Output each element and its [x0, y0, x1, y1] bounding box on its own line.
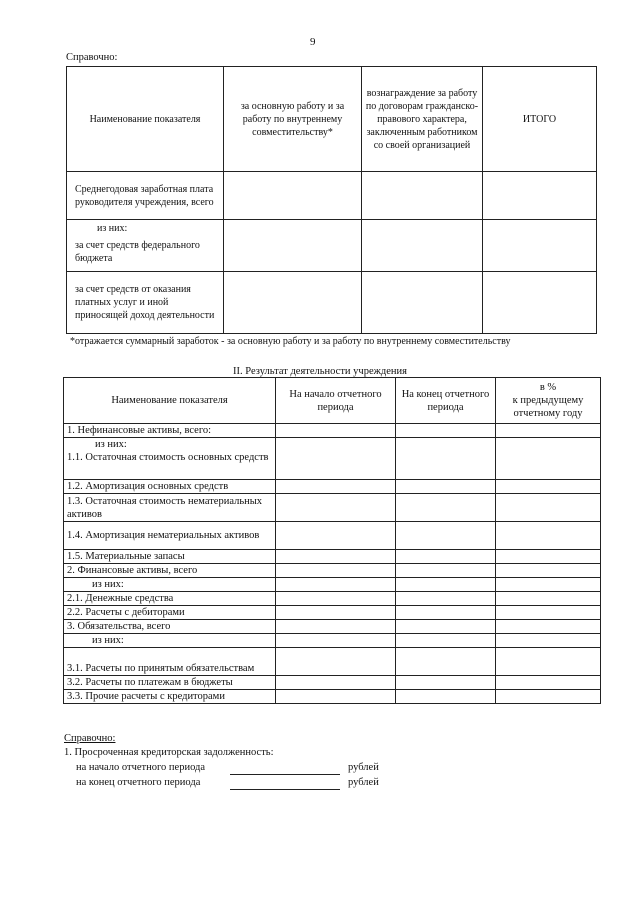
value-cell [396, 438, 496, 480]
row-label: 3.2. Расчеты по платежам в бюджеты [64, 676, 276, 690]
value-cell [276, 522, 396, 550]
value-cell [496, 620, 601, 634]
row-label [67, 220, 224, 272]
value-cell [396, 564, 496, 578]
value-cell [496, 494, 601, 522]
table-row [64, 564, 601, 578]
row-label: 3.3. Прочие расчеты с кредиторами [64, 690, 276, 704]
value-cell [224, 272, 362, 334]
value-cell [276, 606, 396, 620]
row-label: 1.4. Амортизация нематериальных активов [64, 522, 276, 550]
row-label-federal: за счет средств федерального бюджета [75, 240, 200, 264]
header-total: ИТОГО [483, 67, 597, 172]
unit-label: рублей [348, 762, 379, 773]
row-label: 2. Финансовые активы, всего [64, 564, 276, 578]
value-cell [396, 634, 496, 648]
row-sublabel: из них: [64, 634, 276, 648]
value-cell [483, 172, 597, 220]
row-label: 1.2. Амортизация основных средств [64, 480, 276, 494]
table-row [67, 220, 597, 272]
row-label: 1.3. Остаточная стоимость нематериальных активов [64, 494, 276, 522]
row-sublabel: из них: [97, 223, 128, 234]
table-row [64, 606, 601, 620]
row-label: 3. Обязательства, всего [64, 620, 276, 634]
table-row [64, 648, 601, 676]
value-cell [276, 620, 396, 634]
table-row [64, 522, 601, 550]
value-cell [396, 690, 496, 704]
row-label: 3.1. Расчеты по принятым обязательствам [64, 648, 276, 676]
value-cell [496, 676, 601, 690]
salary-table [66, 66, 597, 334]
value-cell [276, 438, 396, 480]
table-row [64, 592, 601, 606]
table-row [64, 480, 601, 494]
header-indicator-name: Наименование показателя [64, 378, 276, 424]
section-title: II. Результат деятельности учреждения [233, 366, 407, 377]
page-number: 9 [310, 36, 316, 48]
value-cell [483, 220, 597, 272]
header-civil-contracts: вознаграждение за работу по договорам гражданско-правового характера, заключенным работником со своей организацией [362, 67, 483, 172]
value-cell [224, 172, 362, 220]
value-cell [276, 480, 396, 494]
period-end-label: на конец отчетного периода [76, 777, 201, 788]
value-cell [496, 522, 601, 550]
row-label: Среднегодовая заработная плата руководителя учреждения, всего [67, 172, 224, 220]
value-cell [483, 272, 597, 334]
value-cell [396, 606, 496, 620]
value-cell [496, 550, 601, 564]
table-row [67, 272, 597, 334]
value-cell [496, 438, 601, 480]
row-sublabel: из них: [64, 578, 276, 592]
value-cell [396, 550, 496, 564]
value-cell [396, 578, 496, 592]
row-label: 2.1. Денежные средства [64, 592, 276, 606]
header-prev-year: к предыдущему отчетному году [512, 395, 584, 419]
table-row [64, 550, 601, 564]
table-row [64, 424, 601, 438]
results-table [63, 377, 601, 704]
period-end-blank[interactable] [230, 789, 340, 790]
value-cell [496, 480, 601, 494]
value-cell [496, 606, 601, 620]
period-start-blank[interactable] [230, 774, 340, 775]
value-cell [496, 564, 601, 578]
value-cell [276, 578, 396, 592]
row-label-fixed-assets: 1.1. Остаточная стоимость основных средств [67, 452, 269, 463]
row-label: за счет средств от оказания платных услуг и иной приносящей доход деятельности [67, 272, 224, 334]
row-label [64, 438, 276, 480]
table-row [64, 438, 601, 480]
value-cell [396, 620, 496, 634]
results-table-header [64, 378, 601, 424]
value-cell [396, 676, 496, 690]
row-label: 1.5. Материальные запасы [64, 550, 276, 564]
value-cell [276, 494, 396, 522]
row-sublabel: из них: [95, 439, 127, 450]
value-cell [276, 592, 396, 606]
reference-label: Справочно: [66, 52, 118, 63]
value-cell [396, 522, 496, 550]
value-cell [496, 648, 601, 676]
value-cell [496, 634, 601, 648]
salary-table-header [67, 67, 597, 172]
value-cell [496, 578, 601, 592]
table-row [64, 690, 601, 704]
table-row [64, 494, 601, 522]
header-period-end: На конец отчетного периода [396, 378, 496, 424]
value-cell [496, 592, 601, 606]
value-cell [496, 424, 601, 438]
bottom-reference-label: Справочно: [64, 733, 116, 744]
row-label: 2.2. Расчеты с дебиторами [64, 606, 276, 620]
unit-label: рублей [348, 777, 379, 788]
footnote: *отражается суммарный заработок - за основную работу и за работу по внутреннему совместительству [70, 336, 511, 347]
value-cell [362, 220, 483, 272]
value-cell [396, 648, 496, 676]
value-cell [496, 690, 601, 704]
overdue-payables-label: 1. Просроченная кредиторская задолженность: [64, 747, 274, 758]
value-cell [396, 592, 496, 606]
value-cell [276, 648, 396, 676]
value-cell [362, 272, 483, 334]
header-period-start: На начало отчетного периода [276, 378, 396, 424]
header-percent [496, 378, 601, 424]
value-cell [396, 480, 496, 494]
table-row [64, 620, 601, 634]
table-row [64, 676, 601, 690]
value-cell [396, 494, 496, 522]
value-cell [362, 172, 483, 220]
value-cell [276, 564, 396, 578]
table-row [67, 172, 597, 220]
value-cell [276, 690, 396, 704]
period-start-label: на начало отчетного периода [76, 762, 206, 773]
table-row [64, 578, 601, 592]
value-cell [396, 424, 496, 438]
header-percent-label: в % [539, 382, 557, 393]
value-cell [276, 676, 396, 690]
value-cell [224, 220, 362, 272]
value-cell [276, 634, 396, 648]
header-main-work: за основную работу и за работу по внутреннему совместительству* [224, 67, 362, 172]
table-row [64, 634, 601, 648]
row-label: 1. Нефинансовые активы, всего: [64, 424, 276, 438]
header-indicator-name: Наименование показателя [67, 67, 224, 172]
value-cell [276, 424, 396, 438]
value-cell [276, 550, 396, 564]
